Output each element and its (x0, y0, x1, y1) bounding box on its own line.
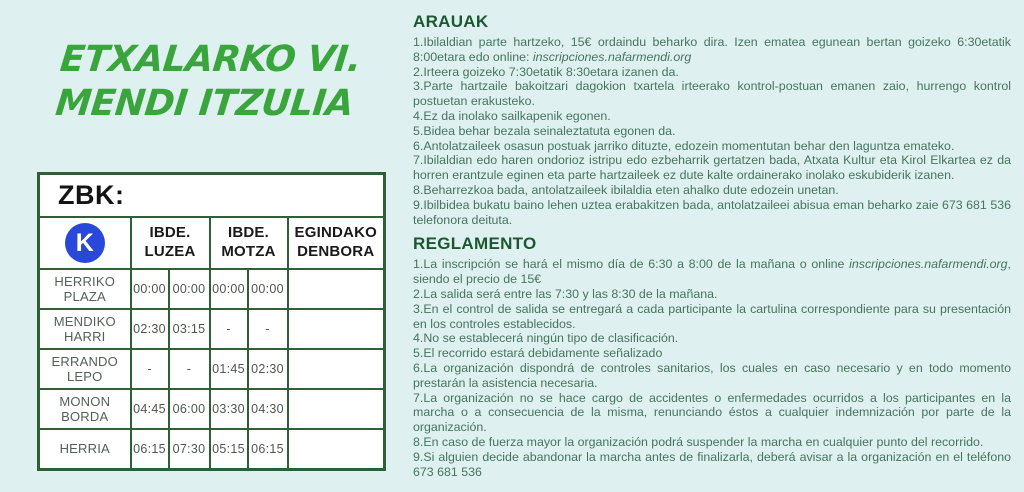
rule-text: 3.Parte hartzaile bakoitzari dagokion txartela irteerako kontrol-postuan emanen zaio, hurrengo kontrol postuetan erakusteko. (413, 79, 1011, 109)
table-header-row (39, 217, 385, 269)
control-card (37, 172, 386, 471)
rule-text: 4.No se establecerá ningún tipo de clasificación. (413, 331, 679, 346)
table-row (39, 309, 385, 349)
header-ibde-luzea: IBDE. LUZEA (131, 217, 210, 269)
zbk-row (39, 174, 385, 218)
rule-item (413, 450, 1011, 480)
section-reglamento (413, 234, 1011, 479)
rule-item (413, 35, 1011, 65)
rule-item (413, 331, 1011, 346)
reglamento-heading: REGLAMENTO (413, 234, 537, 254)
checkpoint-name: HERRIKO PLAZA (39, 269, 131, 309)
time-cell: - (131, 349, 169, 389)
table-row (39, 429, 385, 470)
rule-item (413, 302, 1011, 332)
arauak-heading: ARAUAK (413, 12, 489, 31)
rule-text: 6.Antolatzaileek osasun postuak jarriko dituzte, edozein momentutan behar den laguntza emateko. (413, 138, 955, 153)
rule-item (413, 183, 1011, 198)
control-table (37, 172, 386, 471)
checkpoint-name: MENDIKO HARRI (39, 309, 131, 349)
rule-item (413, 153, 1011, 183)
rule-text: 7.La organización no se hace cargo de accidentes o enfermedades ocurridos a los participantes en la marcha o a consecuencia de la misma, renunciando éstos a cualquier indemnización por parte de la organización. (413, 390, 1011, 435)
rule-item (413, 124, 1011, 139)
egindako-cell (288, 429, 385, 470)
table-row (39, 349, 385, 389)
table-row (39, 389, 385, 429)
arauak-items (413, 35, 1011, 227)
time-cell: 04:45 (131, 389, 169, 429)
inscription-url: inscripciones.nafarmendi.org (849, 257, 1008, 272)
rule-item (413, 257, 1011, 287)
rule-text: 1.Ibilaldian parte hartzeko, 15€ ordaindu beharko dira. Izen ematea egunean bertan goizeko 6:30etatik 8:00etara edo online: (413, 35, 1011, 64)
rule-item (413, 109, 1011, 124)
rule-item (413, 361, 1011, 391)
rule-text: , siendo el precio de 15€ (413, 257, 1011, 287)
time-cell: 07:30 (169, 429, 210, 470)
rule-text: 2.La salida será entre las 7:30 y las 8:30 de la mañana. (413, 286, 718, 301)
checkpoint-name: HERRIA (39, 429, 131, 470)
time-cell: 00:00 (169, 269, 210, 309)
time-cell: - (248, 309, 288, 349)
rule-item (413, 346, 1011, 361)
time-cell: 06:15 (131, 429, 169, 470)
time-cell: 00:00 (131, 269, 169, 309)
time-cell: 00:00 (210, 269, 248, 309)
rule-text: 9.Si alguien decide abandonar la marcha antes de finalizarla, deberá avisar a la organización en el teléfono 673 681 536 (413, 449, 1011, 479)
rule-item (413, 139, 1011, 154)
rule-item (413, 287, 1011, 302)
section-arauak (413, 12, 1011, 227)
egindako-cell (288, 389, 385, 429)
rule-text: 6.La organización dispondrá de controles sanitarios, los cuales en caso necesario y en todo momento prestarán la asistencia necesaria. (413, 360, 1011, 390)
time-cell: 05:15 (210, 429, 248, 470)
rule-text: 4.Ez da inolako sailkapenik egonen. (413, 108, 611, 123)
egindako-cell (288, 349, 385, 389)
checkpoint-name: MONON BORDA (39, 389, 131, 429)
rule-item (413, 391, 1011, 435)
egindako-cell (288, 269, 385, 309)
rule-item (413, 198, 1011, 228)
time-cell: 02:30 (131, 309, 169, 349)
rule-text: 1.La inscripción se hará el mismo día de 6:30 a 8:00 de la mañana o online (413, 257, 850, 272)
rule-text: 5.Bidea behar bezala seinaleztatuta egonen da. (413, 123, 676, 138)
time-cell: 02:30 (248, 349, 288, 389)
rules-panel (413, 12, 1011, 479)
rule-text: 9.Ibilbidea bukatu baino lehen uztea erabakitzen bada, antolatzaileei abisua eman beharko zaie 673 681 536 telefonora deituta. (413, 197, 1011, 227)
rule-text: 8.En caso de fuerza mayor la organización podrá suspender la marcha en cualquier punto del recorrido. (413, 434, 984, 449)
rule-text: 3.En el control de salida se entregará a cada participante la cartulina correspondiente para su presentación en los controles establecidos. (413, 301, 1011, 331)
time-cell: - (210, 309, 248, 349)
rule-item (413, 79, 1011, 109)
rule-text: 2.Irteera goizeko 7:30etatik 8:30etara izanen da. (413, 64, 679, 79)
rule-text: 5.El recorrido estará debidamente señalizado (413, 346, 663, 361)
time-cell: 06:00 (169, 389, 210, 429)
checkpoint-name: ERRANDO LEPO (39, 349, 131, 389)
k-logo-icon: K (65, 223, 105, 263)
header-egindako-denbora: EGINDAKO DENBORA (288, 217, 385, 269)
rule-item (413, 435, 1011, 450)
rule-item (413, 65, 1011, 80)
time-cell: 04:30 (248, 389, 288, 429)
time-cell: - (169, 349, 210, 389)
time-cell: 03:15 (169, 309, 210, 349)
zbk-label: ZBK: (58, 180, 125, 210)
event-title-line1: ETXALARKO VI. (58, 39, 363, 80)
inscription-url: inscripciones.nafarmendi.org (532, 49, 692, 64)
reglamento-items (413, 257, 1011, 479)
egindako-cell (288, 309, 385, 349)
time-cell: 06:15 (248, 429, 288, 470)
header-ibde-motza: IBDE. MOTZA (210, 217, 288, 269)
table-row (39, 269, 385, 309)
event-title-line2: MENDI ITZULIA (53, 82, 356, 124)
event-title (53, 38, 363, 126)
time-cell: 00:00 (248, 269, 288, 309)
time-cell: 03:30 (210, 389, 248, 429)
rule-text: 8.Beharrezkoa bada, antolatzaileek ibilaldia eten ahalko dute edozein unetan. (413, 182, 839, 197)
rule-text: 7.Ibilaldian edo haren ondorioz istripu edo ezbeharrik gertatzen bada, Atxata Kultur eta Kirol Elkartea ez da horren erantzule eginen eta parte hartzaileek ez dute kalte ordainerako inolako eskubiderik izanen. (413, 153, 1011, 183)
time-cell: 01:45 (210, 349, 248, 389)
